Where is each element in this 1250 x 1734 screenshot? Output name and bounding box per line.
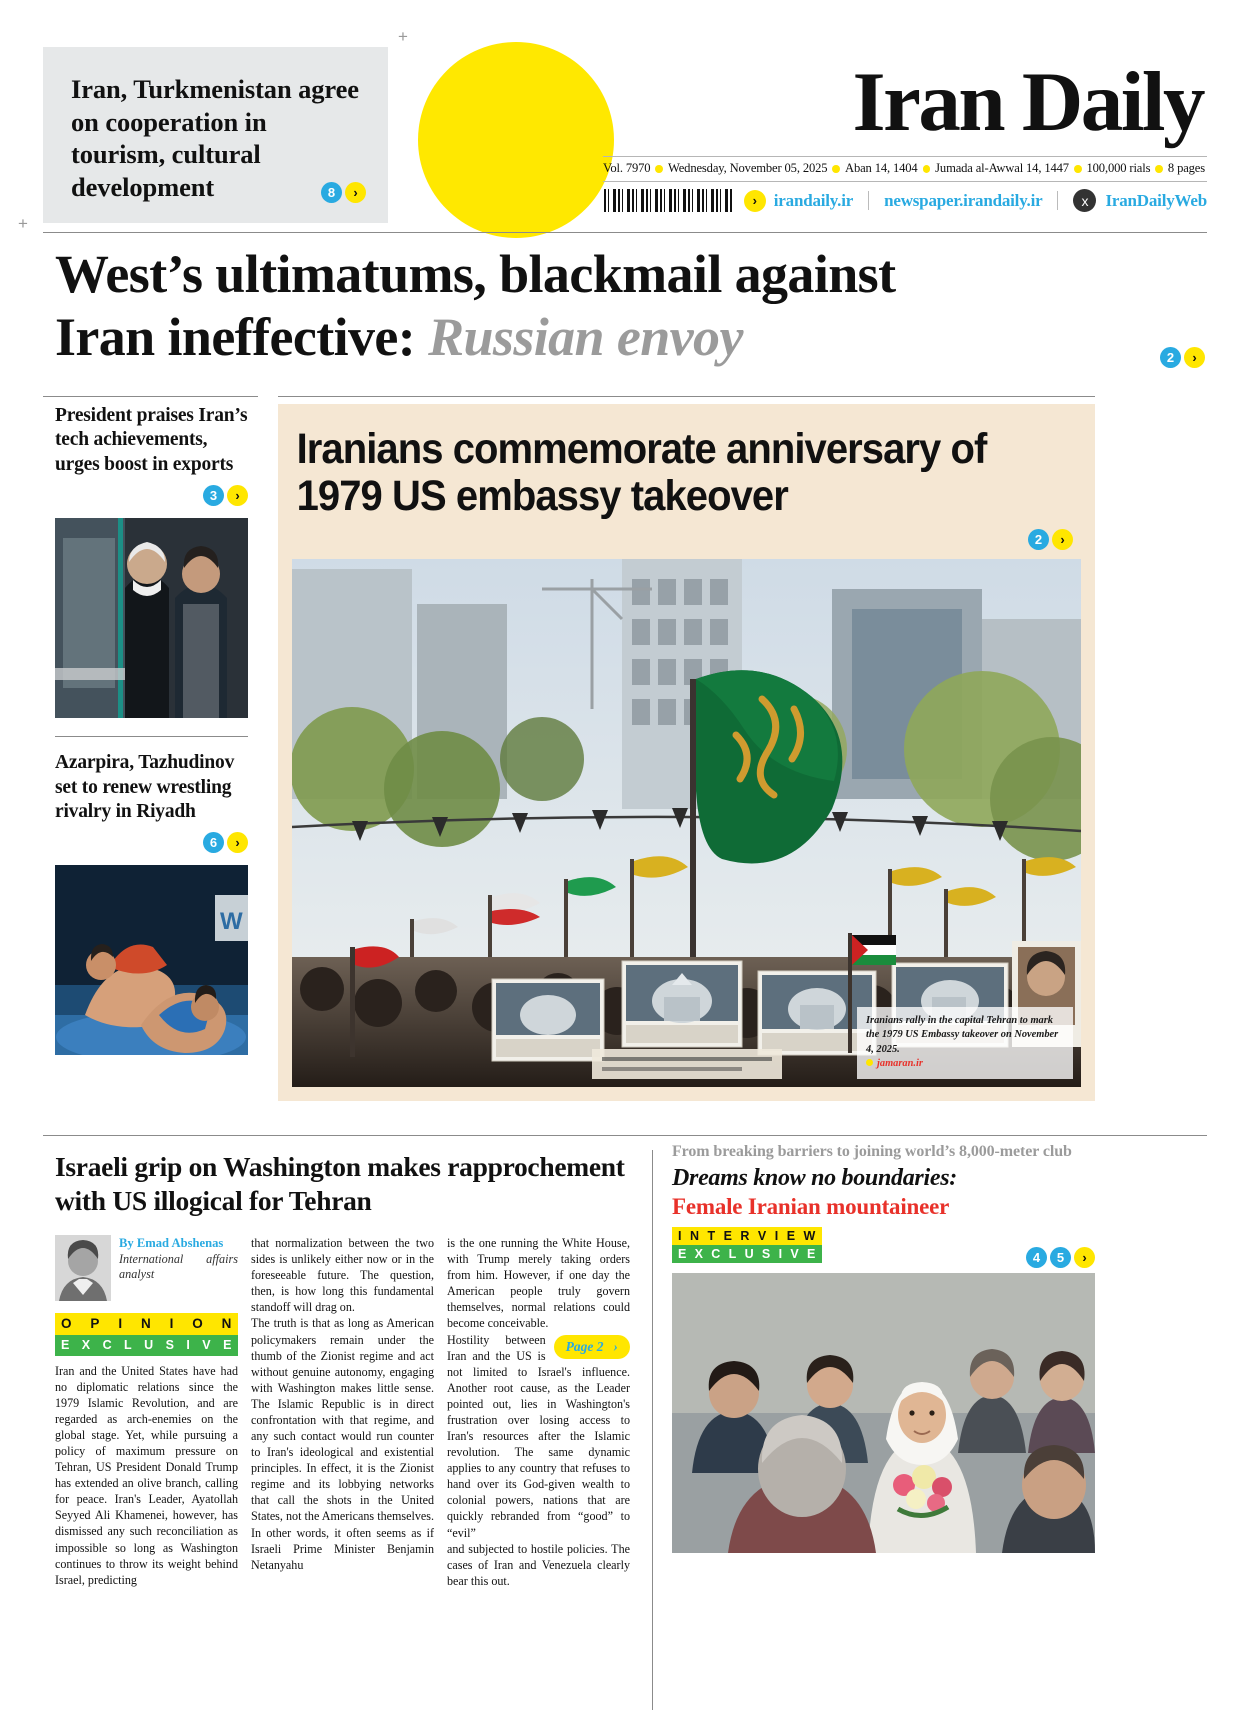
byline-author: By Emad Abshenas: [119, 1236, 224, 1251]
chevron-right-icon: ›: [1052, 529, 1073, 550]
sidebar-page-tag[interactable]: [55, 832, 248, 853]
status-badge-exclusive: E X C L U S I V E: [55, 1335, 238, 1356]
status-badge-opinion: O P I N I O N: [55, 1313, 238, 1335]
website-link[interactable]: irandaily.ir: [773, 190, 854, 210]
page-jump-button[interactable]: [554, 1335, 630, 1359]
status-badge-interview: I N T E R V I E W: [672, 1227, 822, 1245]
opinion-text-2b: The truth is that as long as American policymakers remain under the thumb of the Zionist regime and act without genuine autonomy, engaging with Washington makes little sense. The Islamic Republic is in direct confrontation with that regime, and any such contact would run counter to Iran's ideological and existential principles. In effect, it is the Zionist regime and its lobbying networks that call the shots in the United States, not the Americans themselves. In other words, it often seems as if Israeli Prime Minister Benjamin Netanyahu: [251, 1316, 434, 1572]
chevron-right-icon: ›: [613, 1338, 618, 1354]
lead-page-number: 2: [1160, 347, 1181, 368]
interview-page-tag[interactable]: [1026, 1247, 1095, 1268]
teaser-box[interactable]: [43, 47, 388, 223]
caption-text: Iranians rally in the capital Tehran to mark the 1979 US Embassy takeover on November 4, 2025.: [866, 1015, 1059, 1055]
teaser-page-tag[interactable]: [321, 182, 366, 203]
lead-page-tag[interactable]: [1160, 347, 1205, 368]
teaser-headline: Iran, Turkmenistan agree on cooperation in tourism, cultural development: [71, 74, 359, 202]
chevron-right-icon: ›: [345, 182, 366, 203]
sidebar: [55, 404, 248, 1055]
divider: [868, 191, 869, 210]
bullet-icon: [832, 165, 840, 173]
volume-label: Vol. 7970: [603, 161, 651, 175]
lead-headline: [55, 243, 1207, 369]
epaper-link[interactable]: newspaper.irandaily.ir: [884, 190, 1043, 210]
page-title: Iran Daily: [852, 55, 1203, 149]
interview-title: Dreams know no boundaries:: [672, 1165, 957, 1191]
divider: [278, 396, 1095, 397]
sidebar-page-number: 6: [203, 832, 224, 853]
lead-headline-attribution: Russian envoy: [428, 307, 743, 368]
byline: [55, 1235, 238, 1301]
sidebar-page-tag[interactable]: [55, 485, 248, 506]
interview-subtitle: Female Iranian mountaineer: [672, 1194, 950, 1219]
president-photo: [55, 518, 248, 718]
divider: [43, 396, 258, 397]
opinion-text-3c: and subjected to hostile policies. The cases of Iran and Venezuela clearly bear this out.: [447, 1541, 630, 1588]
opinion-badges: [55, 1313, 238, 1356]
bullet-icon: [1155, 165, 1163, 173]
sidebar-item-label: Azarpira, Tazhudinov set to renew wrestling rivalry in Riyadh: [55, 752, 235, 822]
status-badge-exclusive: E X C L U S I V E: [672, 1245, 822, 1263]
bullet-icon: [1074, 165, 1082, 173]
social-handle-link[interactable]: IranDailyWeb: [1105, 190, 1207, 210]
opinion-column-1: [55, 1235, 238, 1589]
feature-headline: Iranians commemorate anniversary of 1979 US embassy takeover: [296, 425, 987, 521]
interview-photo: [672, 1273, 1095, 1553]
divider: [43, 232, 1207, 233]
photo-caption: [857, 1007, 1073, 1078]
bullet-icon: [866, 1059, 873, 1066]
opinion-column-3: [447, 1235, 630, 1589]
interview-page-number-b: 5: [1050, 1247, 1071, 1268]
chevron-right-icon: ›: [227, 832, 248, 853]
solar-date: Aban 14, 1404: [845, 161, 918, 175]
interview-badges: [672, 1227, 822, 1263]
sidebar-item-president[interactable]: [55, 404, 248, 718]
chevron-right-icon: ›: [1074, 1247, 1095, 1268]
svg-text:W: W: [220, 908, 243, 936]
divider: [1057, 191, 1058, 210]
hijri-date: Jumada al-Awwal 14, 1447: [935, 161, 1069, 175]
opinion-column-2: [251, 1235, 434, 1589]
crop-mark-top: +: [398, 27, 408, 46]
feature-page-number: 2: [1028, 529, 1049, 550]
opinion-text-3b: [447, 1332, 630, 1541]
opinion-body: [55, 1235, 631, 1589]
bullet-icon: [923, 165, 931, 173]
interview-page-number-a: 4: [1026, 1247, 1047, 1268]
avatar: [55, 1235, 111, 1301]
page-count-label: 8 pages: [1167, 161, 1205, 175]
divider: [43, 1135, 1207, 1136]
sidebar-item-wrestling[interactable]: [55, 751, 248, 1055]
interview-kicker: From breaking barriers to joining world’s 8,000-meter club: [672, 1143, 1072, 1160]
opinion-text-3b-body: Hostility between Iran and the US is not limited to Israel's influence. Another root cause, as the Leader pointed out, lies in Washington's frustration over losing access to Iran's resources after the Islamic revolution. The same dynamic applies to any country that refuses to hand over its God-given wealth to colonial powers, nations that are quickly rebranded from “good” to “evil”: [447, 1332, 630, 1540]
feature-page-tag[interactable]: [278, 529, 1095, 559]
feature-photo: [292, 559, 1081, 1087]
opinion-text-1: Iran and the United States have had no diplomatic relations since the 1979 Islamic Revolution, and are regarded as arch-enemies on the global stage. Yet, while pursuing a policy of maximum pressure on Tehran, US President Donald Trump has extended an olive branch, calling for peace. Iran's Leader, Ayatollah Seyyed Ali Khamenei, however, has dismissed any such reconciliation as impossible so long as Washington continues to throw its weight behind Israel, predicting: [55, 1363, 238, 1587]
barcode-icon: [604, 189, 734, 212]
price-label: 100,000 rials: [1086, 161, 1151, 175]
feature-article[interactable]: [278, 404, 1095, 1101]
interview-article[interactable]: [672, 1143, 1095, 1553]
yellow-circle-decoration: [418, 42, 614, 238]
masthead-links: [603, 182, 1207, 212]
bullet-icon: [655, 165, 663, 173]
masthead: [43, 42, 1207, 228]
byline-role: International affairs analyst: [119, 1251, 238, 1281]
sidebar-item-label: President praises Iran’s tech achievements, urges boost in exports: [55, 405, 248, 475]
chevron-right-icon: ›: [744, 190, 766, 212]
opinion-text-3a: is the one running the White House, with Trump merely taking orders from him. However, if one day the American people truly govern themselves, normal relations could become conceivable.: [447, 1236, 630, 1331]
lead-headline-line1: West’s ultimatums, blackmail against: [55, 244, 896, 304]
wrestling-photo: [55, 865, 248, 1055]
chevron-right-icon: ›: [1184, 347, 1205, 368]
chevron-right-icon: ›: [227, 485, 248, 506]
opinion-article[interactable]: [55, 1150, 631, 1589]
brand-area: [603, 42, 1207, 212]
x-twitter-icon[interactable]: x: [1073, 189, 1096, 212]
divider: [652, 1150, 653, 1710]
masthead-info-line: [603, 157, 1207, 181]
teaser-page-number: 8: [321, 182, 342, 203]
gregorian-date: Wednesday, November 05, 2025: [668, 161, 828, 175]
divider: [55, 736, 248, 737]
caption-source: jamaran.ir: [877, 1057, 923, 1069]
sidebar-page-number: 3: [203, 485, 224, 506]
lead-headline-line2: Iran ineffective:: [55, 307, 429, 368]
page-jump-label: Page 2: [565, 1338, 604, 1354]
opinion-headline: Israeli grip on Washington makes rapprochement with US illogical for Tehran: [55, 1151, 625, 1216]
opinion-text-2a: that normalization between the two sides is unlikely either now or in the foreseeable future. The question, then, is how long this fundamental standoff will drag on.: [251, 1236, 434, 1315]
crop-mark-left: +: [18, 214, 28, 233]
